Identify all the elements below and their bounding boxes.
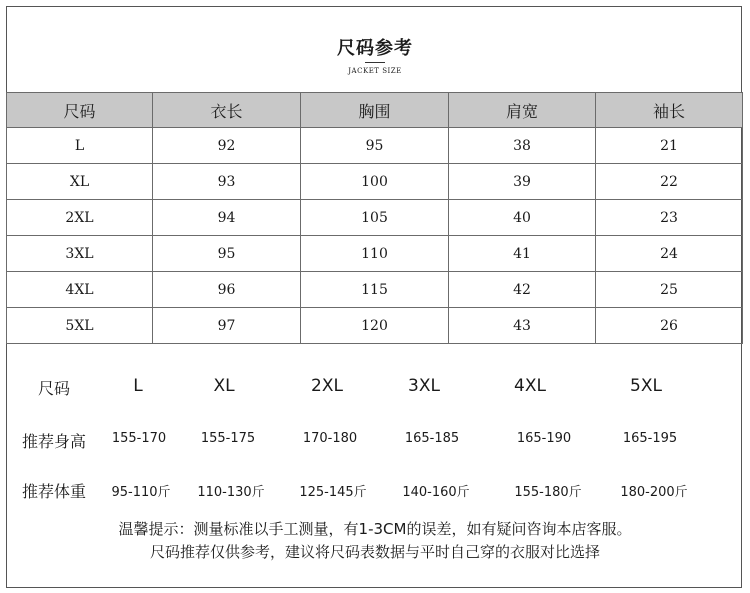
recommend-height: 155-175 xyxy=(200,431,256,446)
recommend-size: XL xyxy=(213,376,235,396)
recommend-height: 165-185 xyxy=(404,431,460,446)
cell-length: 93 xyxy=(153,164,301,200)
cell-chest: 100 xyxy=(301,164,449,200)
recommend-size-label: 尺码 xyxy=(38,379,71,398)
recommend-size: L xyxy=(133,376,143,396)
header-sleeve: 袖长 xyxy=(596,93,743,128)
recommend-height: 165-195 xyxy=(622,431,678,446)
recommend-weight: 110-130斤 xyxy=(197,485,265,500)
cell-chest: 95 xyxy=(301,128,449,164)
recommend-height-label: 推荐身高 xyxy=(22,432,87,451)
cell-size: 2XL xyxy=(7,200,153,236)
cell-shoulder: 38 xyxy=(449,128,596,164)
cell-sleeve: 23 xyxy=(596,200,743,236)
cell-length: 97 xyxy=(153,308,301,344)
cell-length: 94 xyxy=(153,200,301,236)
recommend-weight: 155-180斤 xyxy=(514,485,582,500)
cell-sleeve: 21 xyxy=(596,128,743,164)
cell-size: 3XL xyxy=(7,236,153,272)
cell-length: 95 xyxy=(153,236,301,272)
cell-chest: 105 xyxy=(301,200,449,236)
cell-shoulder: 42 xyxy=(449,272,596,308)
cell-size: 4XL xyxy=(7,272,153,308)
cell-shoulder: 41 xyxy=(449,236,596,272)
recommend-size: 5XL xyxy=(630,376,662,396)
recommend-size: 4XL xyxy=(514,376,546,396)
header-length: 衣长 xyxy=(153,93,301,128)
header-size: 尺码 xyxy=(7,93,153,128)
recommend-weight-label: 推荐体重 xyxy=(22,482,87,501)
recommendation-note: 尺码推荐仅供参考，建议将尺码表数据与平时自己穿的衣服对比选择 xyxy=(149,543,600,561)
cell-chest: 115 xyxy=(301,272,449,308)
measurement-note: 温馨提示：测量标准以手工测量，有1-3CM的误差，如有疑问咨询本店客服。 xyxy=(118,520,632,538)
header-chest: 胸围 xyxy=(301,93,449,128)
cell-shoulder: 40 xyxy=(449,200,596,236)
cell-chest: 110 xyxy=(301,236,449,272)
cell-sleeve: 22 xyxy=(596,164,743,200)
recommend-weight: 95-110斤 xyxy=(111,485,171,500)
recommend-height: 165-190 xyxy=(516,431,572,446)
cell-chest: 120 xyxy=(301,308,449,344)
cell-sleeve: 26 xyxy=(596,308,743,344)
recommend-weight: 140-160斤 xyxy=(402,485,470,500)
recommend-height: 155-170 xyxy=(111,431,167,446)
cell-shoulder: 39 xyxy=(449,164,596,200)
cell-length: 92 xyxy=(153,128,301,164)
cell-size: 5XL xyxy=(7,308,153,344)
page-subtitle: JACKET SIZE xyxy=(348,67,402,75)
recommend-size: 3XL xyxy=(408,376,440,396)
cell-sleeve: 25 xyxy=(596,272,743,308)
cell-size: L xyxy=(7,128,153,164)
recommend-weight: 125-145斤 xyxy=(299,485,367,500)
recommend-height: 170-180 xyxy=(302,431,358,446)
cell-shoulder: 43 xyxy=(449,308,596,344)
cell-length: 96 xyxy=(153,272,301,308)
cell-size: XL xyxy=(7,164,153,200)
page-title: 尺码参考 xyxy=(337,38,413,59)
header-shoulder: 肩宽 xyxy=(449,93,596,128)
recommend-size: 2XL xyxy=(311,376,343,396)
recommend-weight: 180-200斤 xyxy=(620,485,688,500)
cell-sleeve: 24 xyxy=(596,236,743,272)
